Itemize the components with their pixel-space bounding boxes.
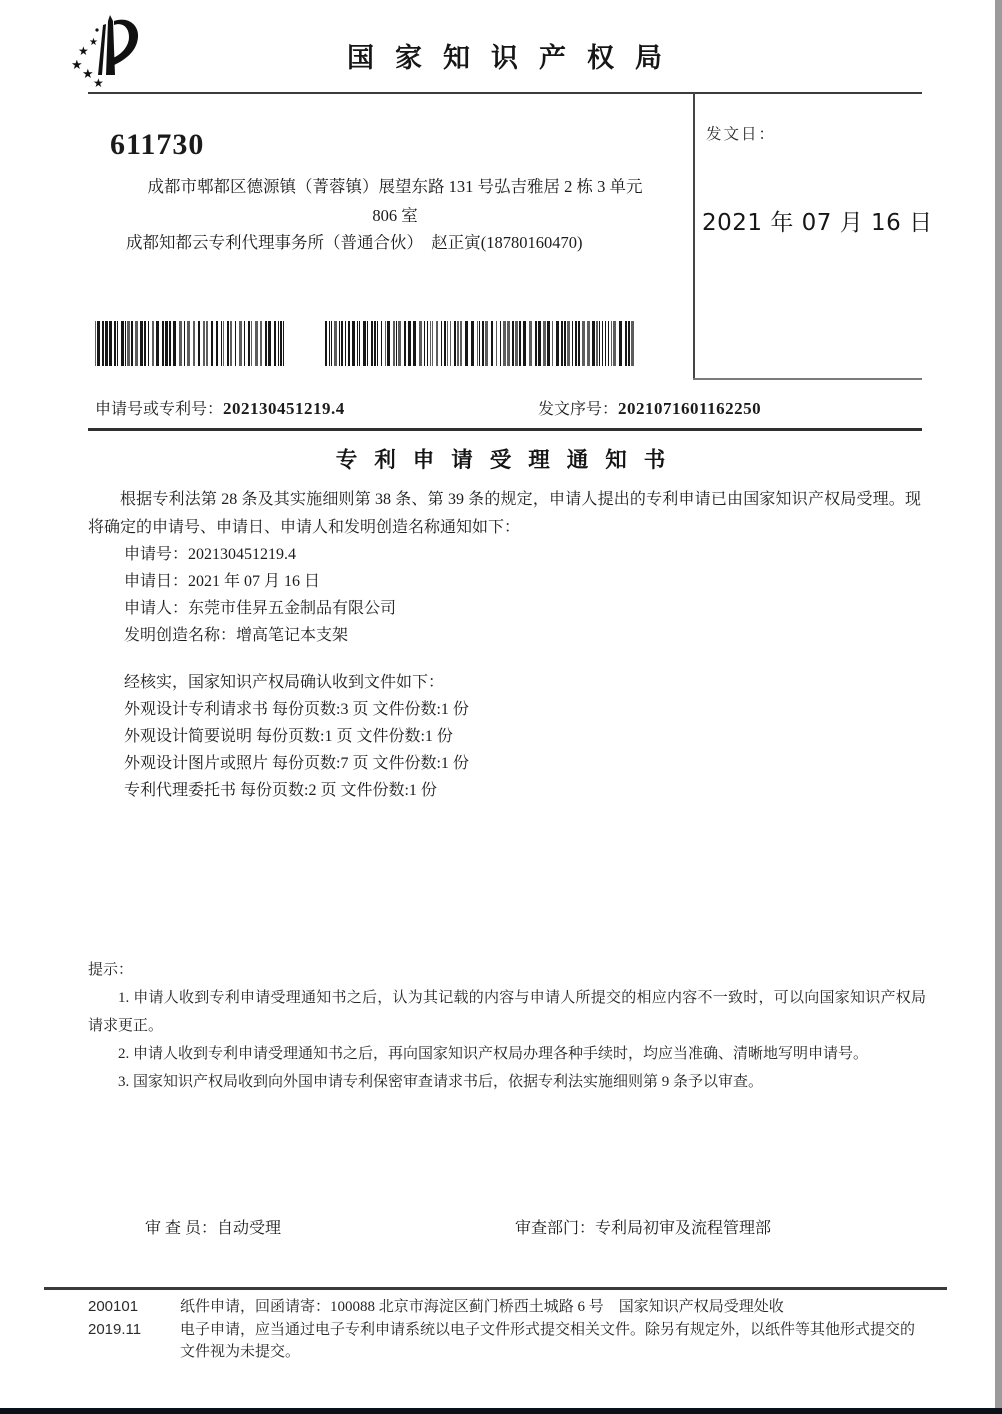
field-label: 申请人： [124, 600, 189, 617]
received-doc-item: 外观设计专利请求书 每份页数:3 页 文件份数:1 份 [124, 701, 469, 718]
svg-text:★: ★ [71, 58, 83, 73]
footer-notes [180, 1296, 928, 1364]
postal-code: 611730 [110, 128, 205, 161]
notice-intro: 根据专利法第 28 条及其实施细则第 38 条、第 39 条的规定，申请人提出的专利申请已由国家知识产权局受理。现将确定的申请号、申请日、申请人和发明创造名称通知如下： [88, 491, 921, 536]
field-value: 增高笔记本支架 [236, 627, 349, 644]
agency-title-text: 国家知识产权局 [347, 43, 683, 73]
serial-number-row [538, 396, 761, 419]
footer-electronic-note: 电子申请，应当通过电子专利申请系统以电子文件形式提交相关文件。除另有规定外，以纸件等其他形式提交的文件视为未提交。 [180, 1321, 916, 1360]
agent-line: 成都知都云专利代理事务所（普通合伙） 赵正寅(18780160470) [126, 233, 583, 252]
field-applicant [124, 595, 396, 622]
dispatch-date-label: 发文日： [706, 126, 777, 143]
received-doc-item: 专利代理委托书 每份页数:2 页 文件份数:1 份 [124, 782, 437, 799]
field-value: 202130451219.4 [188, 546, 297, 563]
department-label: 审查部门： [515, 1220, 596, 1237]
field-label: 发明创造名称： [124, 627, 237, 644]
scan-edge-right [995, 0, 1002, 1408]
examiner-value: 自动受理 [217, 1220, 282, 1237]
examiner-label: 审 查 员： [145, 1220, 218, 1237]
recipient-address-line1: 成都市郫都区德源镇（菁蓉镇）展望东路 131 号弘吉雅居 2 栋 3 单元 [147, 177, 643, 196]
date-box-left-border [693, 92, 695, 380]
svg-text:★: ★ [78, 44, 89, 58]
tips-section [88, 956, 926, 1096]
received-documents [124, 669, 469, 804]
footer-code-2: 2019.11 [88, 1320, 142, 1338]
received-intro: 经核实，国家知识产权局确认收到文件如下： [124, 674, 445, 691]
barcode-right [325, 321, 638, 366]
section-rule [88, 428, 922, 431]
recipient-address-line2: 806 室 [372, 206, 418, 225]
dispatch-date-value: 2021 年 07 月 16 日 [702, 210, 933, 236]
scan-edge-bottom [0, 1408, 1002, 1414]
svg-text:★: ★ [89, 37, 98, 48]
svg-text:★: ★ [93, 76, 104, 90]
tips-heading: 提示： [88, 962, 134, 978]
application-number-row [95, 396, 345, 419]
date-box-bottom-border [693, 378, 922, 380]
field-application-number [124, 541, 396, 568]
field-value: 东莞市佳昇五金制品有限公司 [188, 600, 397, 617]
examiner-row [145, 1215, 281, 1238]
serial-number-label: 发文序号： [538, 401, 619, 418]
footer-code-1: 200101 [88, 1298, 139, 1315]
tip-item-2: 2. 申请人收到专利申请受理通知书之后，再向国家知识产权局办理各种手续时，均应当准确、清晰地写明申请号。 [118, 1046, 869, 1062]
header-rule [88, 92, 922, 94]
application-number-value: 202130451219.4 [223, 399, 345, 418]
department-value: 专利局初审及流程管理部 [595, 1220, 772, 1237]
footer-codes [88, 1296, 141, 1341]
recipient-address [95, 172, 695, 230]
barcode-left [95, 321, 287, 366]
serial-number-value: 2021071601162250 [618, 399, 762, 418]
tip-item-1: 1. 申请人收到专利申请受理通知书之后，认为其记载的内容与申请人所提交的相应内容不一致时，可以向国家知识产权局请求更正。 [88, 990, 926, 1034]
field-value: 2021 年 07 月 16 日 [188, 573, 321, 590]
field-invention-title [124, 622, 396, 649]
tip-item-3: 3. 国家知识产权局收到向外国申请专利保密审查请求书后，依据专利法实施细则第 9 条予以审查。 [118, 1074, 764, 1090]
svg-text:★: ★ [82, 67, 94, 82]
field-label: 申请号： [124, 546, 189, 563]
application-number-label: 申请号或专利号： [95, 401, 224, 418]
field-label: 申请日： [124, 573, 189, 590]
received-doc-item: 外观设计图片或照片 每份页数:7 页 文件份数:1 份 [124, 755, 469, 772]
received-doc-item: 外观设计简要说明 每份页数:1 页 文件份数:1 份 [124, 728, 453, 745]
agency-title [0, 36, 1002, 75]
footer-rule [44, 1287, 947, 1290]
footer-paper-note: 纸件申请，回函请寄：100088 北京市海淀区蓟门桥西土城路 6 号 国家知识产权局受理处收 [180, 1299, 784, 1315]
notice-title [0, 443, 1002, 474]
application-fields [124, 541, 396, 649]
notice-title-text: 专利申请受理通知书 [335, 448, 683, 472]
department-row [515, 1215, 771, 1238]
field-filing-date [124, 568, 396, 595]
